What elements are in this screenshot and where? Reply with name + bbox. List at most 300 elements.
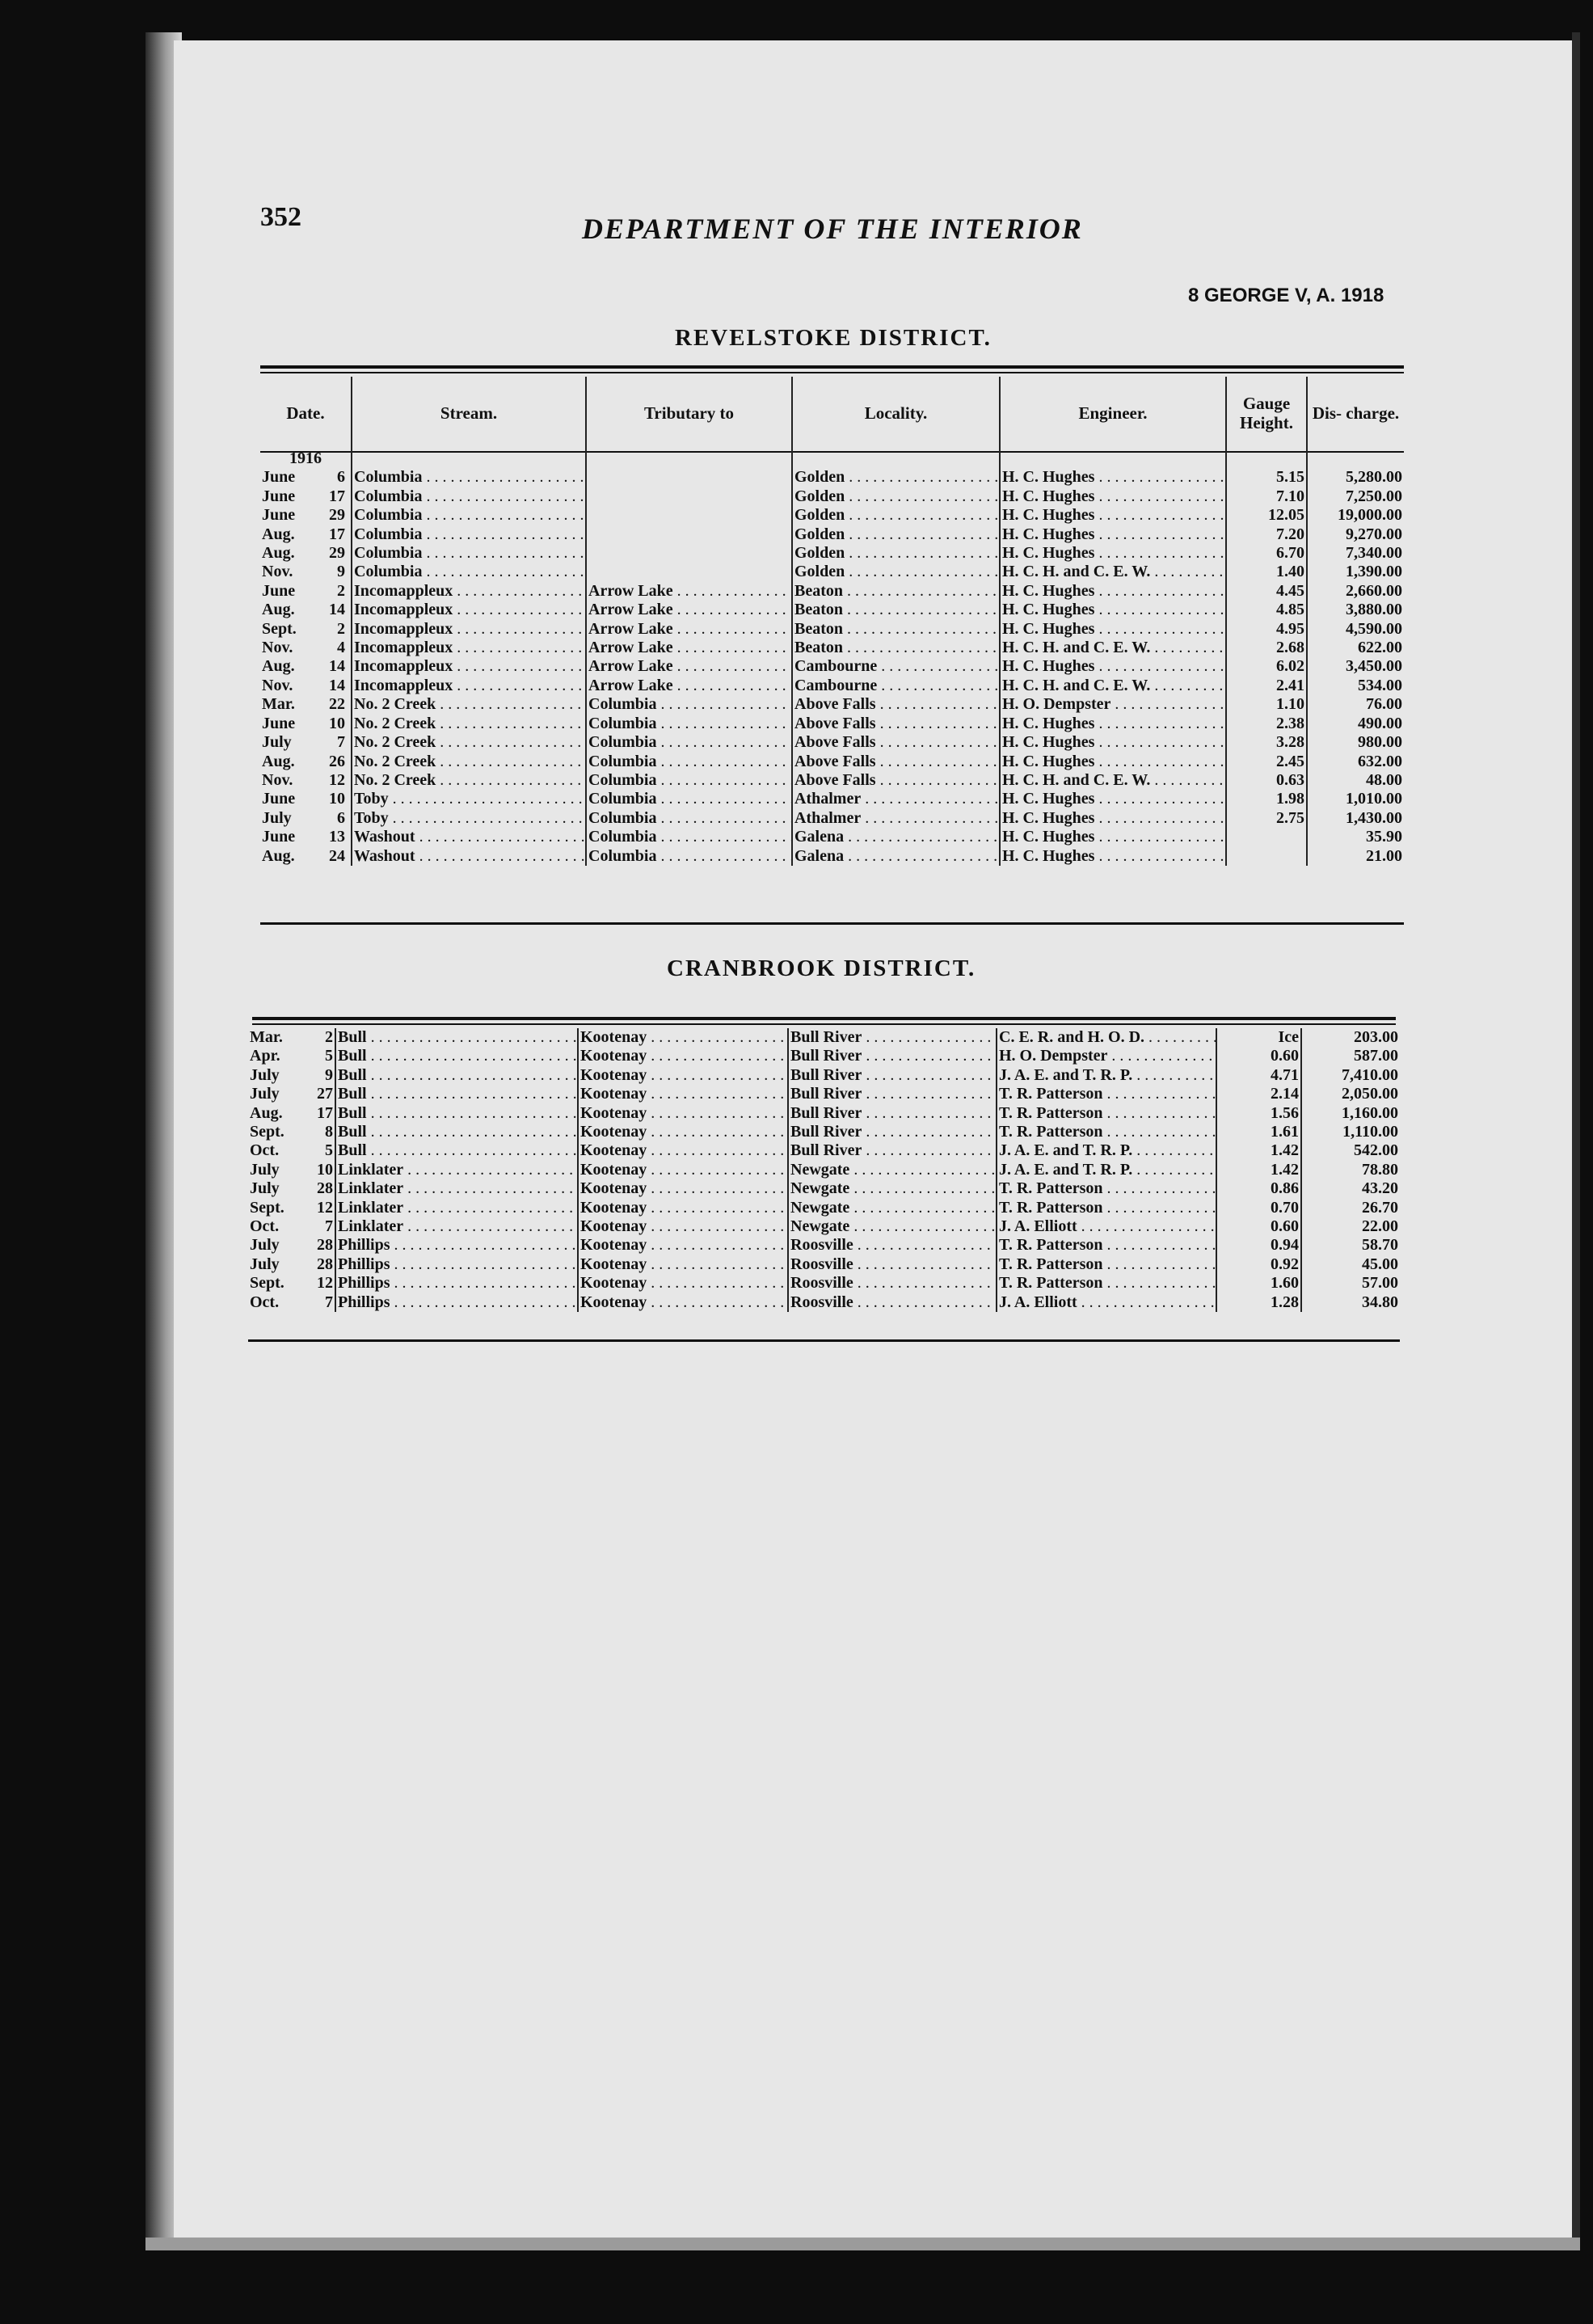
date-month: June	[262, 468, 296, 487]
date-cell	[260, 620, 352, 639]
revelstoke-table	[260, 377, 1404, 866]
gauge-cell: 1.56	[1271, 1103, 1299, 1122]
date-cell	[260, 582, 352, 601]
gauge-cell: 2.14	[1271, 1085, 1299, 1103]
table-row	[248, 1179, 1400, 1198]
tributary-cell: Kootenay . . .	[580, 1161, 788, 1179]
stream-cell: Columbia . . .	[354, 468, 586, 486]
table-row	[260, 695, 1404, 714]
date-cell	[248, 1047, 335, 1065]
locality-cell: Golden . . .	[794, 506, 1000, 524]
engineer-cell: T. R. Patterson . . .	[999, 1274, 1216, 1292]
date-day: 17	[317, 1103, 333, 1122]
table-row	[260, 506, 1404, 525]
date-day: 29	[329, 544, 345, 563]
stream-cell: Linklater . . .	[338, 1179, 578, 1197]
gauge-cell: 2.75	[1276, 808, 1304, 827]
date-cell	[248, 1028, 335, 1047]
engineer-cell: T. R. Patterson . . .	[999, 1085, 1216, 1103]
locality-cell: Beaton . . .	[794, 639, 1000, 656]
discharge-cell: 7,340.00	[1346, 544, 1402, 563]
gauge-cell: 2.38	[1276, 714, 1304, 732]
date-cell	[260, 657, 352, 676]
gauge-cell: 4.71	[1271, 1065, 1299, 1084]
table-row	[248, 1236, 1400, 1255]
gauge-cell: 0.86	[1271, 1179, 1299, 1198]
date-month: Aug.	[262, 544, 295, 563]
engineer-cell: H. C. Hughes . . .	[1002, 809, 1226, 827]
date-month: Sept.	[250, 1198, 284, 1217]
table-row	[248, 1123, 1400, 1141]
stream-cell: Bull . . .	[338, 1085, 578, 1103]
stream-cell: Washout . . .	[354, 828, 586, 846]
date-cell	[260, 563, 352, 581]
tributary-cell: Columbia . . .	[588, 715, 792, 732]
engineer-cell: J. A. E. and T. R. P. . . .	[999, 1141, 1216, 1159]
locality-cell: Roosville . . .	[790, 1274, 997, 1292]
locality-cell: Golden . . .	[794, 544, 1000, 562]
discharge-cell: 587.00	[1354, 1047, 1398, 1065]
stream-cell: Washout . . .	[354, 847, 586, 865]
date-month: Aug.	[262, 752, 295, 770]
discharge-cell: 76.00	[1366, 695, 1402, 714]
gauge-cell: 3.28	[1276, 733, 1304, 752]
date-day: 6	[337, 468, 345, 487]
col-date-header: Date.	[286, 403, 325, 423]
gauge-cell: 5.15	[1276, 468, 1304, 487]
tributary-cell: Arrow Lake . . .	[588, 601, 792, 618]
date-cell	[260, 506, 352, 525]
date-month: June	[262, 487, 296, 505]
locality-cell: Beaton . . .	[794, 620, 1000, 638]
locality-cell: Cambourne . . .	[794, 677, 1000, 694]
date-cell	[248, 1179, 335, 1198]
date-day: 22	[329, 695, 345, 714]
stream-cell: Incomappleux . . .	[354, 657, 586, 675]
date-month: July	[250, 1236, 280, 1255]
date-month: Mar.	[262, 695, 295, 714]
discharge-cell: 632.00	[1358, 752, 1402, 770]
date-month: July	[250, 1179, 280, 1198]
engineer-cell: H. C. Hughes . . .	[1002, 582, 1226, 600]
date-cell	[248, 1104, 335, 1123]
table-row	[260, 753, 1404, 771]
table-row	[260, 639, 1404, 657]
table-row	[248, 1161, 1400, 1179]
gauge-cell: 0.94	[1271, 1236, 1299, 1255]
tributary-cell: Kootenay . . .	[580, 1236, 788, 1254]
locality-cell: Beaton . . .	[794, 601, 1000, 618]
stream-cell: Bull . . .	[338, 1028, 578, 1046]
date-cell	[248, 1217, 335, 1236]
date-day: 2	[325, 1028, 333, 1046]
locality-cell: Newgate . . .	[790, 1179, 997, 1197]
locality-cell: Bull River . . .	[790, 1066, 997, 1084]
table-row	[260, 487, 1404, 506]
page-number: 352	[260, 202, 301, 232]
discharge-cell: 78.80	[1362, 1160, 1398, 1179]
discharge-cell: 2,660.00	[1346, 581, 1402, 600]
engineer-cell: H. C. H. and C. E. W. . . .	[1002, 771, 1226, 789]
date-day: 7	[325, 1293, 333, 1311]
stream-cell: No. 2 Creek . . .	[354, 753, 586, 770]
locality-cell: Roosville . . .	[790, 1236, 997, 1254]
table-row	[260, 563, 1404, 581]
revelstoke-title: REVELSTOKE DISTRICT.	[675, 325, 992, 351]
date-month: Aug.	[250, 1103, 283, 1122]
tributary-cell: Columbia . . .	[588, 847, 792, 865]
date-day: 2	[337, 619, 345, 638]
stream-cell: Phillips . . .	[338, 1255, 578, 1273]
discharge-cell: 45.00	[1362, 1255, 1398, 1273]
discharge-cell: 1,390.00	[1346, 563, 1402, 581]
locality-cell: Bull River . . .	[790, 1047, 997, 1065]
table-row	[260, 771, 1404, 790]
table-row	[248, 1255, 1400, 1274]
gauge-cell: 7.10	[1276, 487, 1304, 505]
locality-cell: Golden . . .	[794, 563, 1000, 580]
table-row	[248, 1085, 1400, 1103]
discharge-cell: 7,410.00	[1342, 1065, 1398, 1084]
stream-cell: Linklater . . .	[338, 1199, 578, 1217]
discharge-cell: 34.80	[1362, 1293, 1398, 1311]
gauge-cell: 1.40	[1276, 563, 1304, 581]
gauge-cell: 6.02	[1276, 657, 1304, 676]
date-cell	[260, 695, 352, 714]
running-title: DEPARTMENT OF THE INTERIOR	[582, 213, 1083, 245]
date-cell	[248, 1085, 335, 1103]
date-cell	[248, 1255, 335, 1274]
engineer-cell: H. C. Hughes . . .	[1002, 847, 1226, 865]
date-cell	[260, 677, 352, 695]
table-row	[260, 544, 1404, 563]
gauge-cell: 2.45	[1276, 752, 1304, 770]
date-month: Aug.	[262, 846, 295, 865]
date-month: Aug.	[262, 601, 295, 619]
date-day: 17	[329, 487, 345, 505]
date-day: 27	[317, 1085, 333, 1103]
tributary-cell: Kootenay . . .	[580, 1085, 788, 1103]
locality-cell: Bull River . . .	[790, 1141, 997, 1159]
col-gauge-header: Gauge Height.	[1226, 377, 1307, 449]
date-cell	[260, 771, 352, 790]
date-cell	[248, 1123, 335, 1141]
engineer-cell: H. C. H. and C. E. W. . . .	[1002, 639, 1226, 656]
tributary-cell: Kootenay . . .	[580, 1255, 788, 1273]
date-day: 5	[325, 1141, 333, 1160]
discharge-cell: 203.00	[1354, 1028, 1398, 1046]
locality-cell: Athalmer . . .	[794, 809, 1000, 827]
discharge-cell: 43.20	[1362, 1179, 1398, 1198]
stream-cell: Toby . . .	[354, 809, 586, 827]
stream-cell: Bull . . .	[338, 1141, 578, 1159]
table-row	[260, 677, 1404, 695]
engineer-cell: H. C. Hughes . . .	[1002, 715, 1226, 732]
discharge-cell: 57.00	[1362, 1274, 1398, 1293]
discharge-cell: 534.00	[1358, 676, 1402, 694]
engineer-cell: T. R. Patterson . . .	[999, 1236, 1216, 1254]
discharge-cell: 3,450.00	[1346, 657, 1402, 676]
date-cell	[248, 1199, 335, 1217]
date-month: Apr.	[250, 1047, 280, 1065]
table-row	[260, 657, 1404, 676]
engineer-cell: T. R. Patterson . . .	[999, 1179, 1216, 1197]
engineer-cell: H. C. Hughes . . .	[1002, 790, 1226, 808]
stream-cell: Phillips . . .	[338, 1274, 578, 1292]
date-day: 10	[329, 714, 345, 732]
table-row	[260, 809, 1404, 828]
locality-cell: Above Falls . . .	[794, 733, 1000, 751]
locality-cell: Newgate . . .	[790, 1217, 997, 1235]
cranbrook-title: CRANBROOK DISTRICT.	[667, 955, 976, 981]
engineer-cell: H. C. Hughes . . .	[1002, 601, 1226, 618]
table-row	[260, 847, 1404, 866]
engineer-cell: H. C. Hughes . . .	[1002, 753, 1226, 770]
discharge-cell: 26.70	[1362, 1198, 1398, 1217]
gauge-cell: 4.95	[1276, 619, 1304, 638]
date-day: 28	[317, 1179, 333, 1198]
gauge-cell: 0.60	[1271, 1047, 1299, 1065]
date-month: Sept.	[250, 1274, 284, 1293]
stream-cell: Phillips . . .	[338, 1293, 578, 1311]
stream-cell: Linklater . . .	[338, 1217, 578, 1235]
engineer-cell: T. R. Patterson . . .	[999, 1199, 1216, 1217]
tributary-cell: Arrow Lake . . .	[588, 639, 792, 656]
tributary-cell: Kootenay . . .	[580, 1028, 788, 1046]
engineer-cell: H. C. H. and C. E. W. . . .	[1002, 563, 1226, 580]
discharge-cell: 1,110.00	[1342, 1123, 1398, 1141]
date-cell	[248, 1293, 335, 1312]
tributary-cell: Columbia . . .	[588, 771, 792, 789]
engineer-cell: H. C. Hughes . . .	[1002, 468, 1226, 486]
engineer-cell: H. C. Hughes . . .	[1002, 620, 1226, 638]
date-day: 26	[329, 752, 345, 770]
date-cell	[260, 544, 352, 563]
tributary-cell: Kootenay . . .	[580, 1104, 788, 1122]
discharge-cell: 980.00	[1358, 733, 1402, 752]
date-day: 28	[317, 1255, 333, 1273]
discharge-cell: 542.00	[1354, 1141, 1398, 1160]
date-month: Nov.	[262, 563, 293, 581]
date-month: June	[262, 790, 296, 808]
tributary-cell: Arrow Lake . . .	[588, 657, 792, 675]
date-day: 24	[329, 846, 345, 865]
stream-cell: Incomappleux . . .	[354, 582, 586, 600]
engineer-cell: J. A. Elliott . . .	[999, 1293, 1216, 1311]
locality-cell: Newgate . . .	[790, 1199, 997, 1217]
gauge-cell: 2.68	[1276, 639, 1304, 657]
stream-cell: Columbia . . .	[354, 525, 586, 543]
date-day: 9	[337, 563, 345, 581]
stream-cell: Bull . . .	[338, 1066, 578, 1084]
date-cell	[260, 809, 352, 828]
date-day: 7	[325, 1217, 333, 1236]
gauge-cell: 7.20	[1276, 525, 1304, 543]
tributary-cell: Kootenay . . .	[580, 1199, 788, 1217]
cranbrook-top-rule-thin	[252, 1023, 1396, 1025]
engineer-cell: H. C. Hughes . . .	[1002, 506, 1226, 524]
date-day: 13	[329, 828, 345, 846]
engineer-cell: T. R. Patterson . . .	[999, 1255, 1216, 1273]
discharge-cell: 3,880.00	[1346, 601, 1402, 619]
locality-cell: Bull River . . .	[790, 1085, 997, 1103]
gauge-cell: 4.85	[1276, 601, 1304, 619]
locality-cell: Athalmer . . .	[794, 790, 1000, 808]
date-day: 12	[317, 1274, 333, 1293]
revelstoke-bottom-rule	[260, 922, 1404, 925]
date-day: 10	[329, 790, 345, 808]
tributary-cell: Kootenay . . .	[580, 1047, 788, 1065]
stream-cell: No. 2 Creek . . .	[354, 715, 586, 732]
engineer-cell: J. A. Elliott . . .	[999, 1217, 1216, 1235]
table-row	[248, 1028, 1400, 1047]
tributary-cell: Arrow Lake . . .	[588, 582, 792, 600]
locality-cell: Above Falls . . .	[794, 715, 1000, 732]
date-cell	[260, 468, 352, 487]
table-row	[248, 1141, 1400, 1160]
date-day: 6	[337, 808, 345, 827]
date-cell	[248, 1161, 335, 1179]
date-month: Aug.	[262, 657, 295, 676]
engineer-cell: H. C. Hughes . . .	[1002, 733, 1226, 751]
year-label: 1916	[289, 449, 322, 467]
table-row	[248, 1047, 1400, 1065]
locality-cell: Above Falls . . .	[794, 695, 1000, 713]
stream-cell: Columbia . . .	[354, 563, 586, 580]
stream-cell: No. 2 Creek . . .	[354, 733, 586, 751]
table-row	[260, 525, 1404, 544]
stream-cell: Linklater . . .	[338, 1161, 578, 1179]
tributary-cell: Columbia . . .	[588, 828, 792, 846]
page-right-edge	[1572, 32, 1580, 2247]
table-row	[248, 1199, 1400, 1217]
discharge-cell: 19,000.00	[1338, 506, 1402, 525]
discharge-cell: 7,250.00	[1346, 487, 1402, 505]
date-month: June	[262, 581, 296, 600]
gauge-cell: 6.70	[1276, 544, 1304, 563]
date-day: 8	[325, 1123, 333, 1141]
discharge-cell: 48.00	[1366, 770, 1402, 789]
date-cell	[260, 753, 352, 771]
date-cell	[260, 487, 352, 506]
date-cell	[260, 847, 352, 866]
engineer-cell: C. E. R. and H. O. D. . . .	[999, 1028, 1216, 1046]
date-month: Aug.	[262, 525, 295, 543]
date-month: June	[262, 714, 296, 732]
gauge-cell: 0.63	[1276, 770, 1304, 789]
tributary-cell: Kootenay . . .	[580, 1274, 788, 1292]
discharge-cell: 1,160.00	[1342, 1103, 1398, 1122]
engineer-cell: J. A. E. and T. R. P. . . .	[999, 1161, 1216, 1179]
stream-cell: Incomappleux . . .	[354, 601, 586, 618]
date-month: Sept.	[250, 1123, 284, 1141]
engineer-cell: H. C. Hughes . . .	[1002, 525, 1226, 543]
tributary-cell: Columbia . . .	[588, 809, 792, 827]
gauge-cell: 4.45	[1276, 581, 1304, 600]
date-month: July	[262, 808, 292, 827]
date-month: July	[250, 1255, 280, 1273]
engineer-cell: J. A. E. and T. R. P. . . .	[999, 1066, 1216, 1084]
table-row	[260, 715, 1404, 733]
table-row	[260, 790, 1404, 808]
discharge-cell: 622.00	[1358, 639, 1402, 657]
table-row	[248, 1274, 1400, 1293]
date-month: Nov.	[262, 770, 293, 789]
table-row	[260, 733, 1404, 752]
tributary-cell: Columbia . . .	[588, 733, 792, 751]
date-day: 7	[337, 733, 345, 752]
discharge-cell: 35.90	[1366, 828, 1402, 846]
gauge-cell: 1.28	[1271, 1293, 1299, 1311]
stream-cell: Columbia . . .	[354, 544, 586, 562]
cranbrook-bottom-rule	[248, 1339, 1400, 1342]
locality-cell: Above Falls . . .	[794, 771, 1000, 789]
date-day: 14	[329, 657, 345, 676]
tributary-cell: Columbia . . .	[588, 753, 792, 770]
gauge-cell: 1.98	[1276, 790, 1304, 808]
date-month: Nov.	[262, 639, 293, 657]
date-month: Nov.	[262, 676, 293, 694]
session-note: 8 GEORGE V, A. 1918	[1188, 285, 1384, 306]
locality-cell: Galena . . .	[794, 828, 1000, 846]
stream-cell: Bull . . .	[338, 1123, 578, 1141]
locality-cell: Cambourne . . .	[794, 657, 1000, 675]
gauge-cell: 0.70	[1271, 1198, 1299, 1217]
date-cell	[248, 1066, 335, 1085]
table-row	[260, 582, 1404, 601]
stream-cell: Toby . . .	[354, 790, 586, 808]
gauge-cell: 1.42	[1271, 1160, 1299, 1179]
date-month: July	[262, 733, 292, 752]
discharge-cell: 4,590.00	[1346, 619, 1402, 638]
stream-cell: Incomappleux . . .	[354, 639, 586, 656]
table-top-rule	[260, 365, 1404, 369]
date-day: 9	[325, 1065, 333, 1084]
col-locality-header: Locality.	[792, 377, 1000, 449]
date-month: July	[250, 1065, 280, 1084]
stream-cell: Columbia . . .	[354, 506, 586, 524]
engineer-cell: H. O. Dempster . . .	[1002, 695, 1226, 713]
stream-cell: No. 2 Creek . . .	[354, 771, 586, 789]
date-day: 12	[329, 770, 345, 789]
stream-cell: Incomappleux . . .	[354, 677, 586, 694]
table-top-rule-thin	[260, 372, 1404, 373]
date-cell	[248, 1274, 335, 1293]
date-day: 14	[329, 601, 345, 619]
locality-cell: Newgate . . .	[790, 1161, 997, 1179]
date-cell	[260, 715, 352, 733]
engineer-cell: H. C. Hughes . . .	[1002, 657, 1226, 675]
tributary-cell: Kootenay . . .	[580, 1293, 788, 1311]
locality-cell: Bull River . . .	[790, 1123, 997, 1141]
tributary-cell: Kootenay . . .	[580, 1066, 788, 1084]
engineer-cell: H. C. Hughes . . .	[1002, 544, 1226, 562]
tributary-cell: Arrow Lake . . .	[588, 620, 792, 638]
locality-cell: Bull River . . .	[790, 1028, 997, 1046]
engineer-cell: H. O. Dempster . . .	[999, 1047, 1216, 1065]
discharge-cell: 9,270.00	[1346, 525, 1402, 543]
date-month: June	[262, 506, 296, 525]
col-tributary-header: Tributary to	[586, 377, 792, 449]
discharge-cell: 1,430.00	[1346, 808, 1402, 827]
table-row	[260, 601, 1404, 619]
discharge-cell: 58.70	[1362, 1236, 1398, 1255]
col-engineer-header: Engineer.	[1000, 377, 1226, 449]
table-row	[260, 468, 1404, 487]
locality-cell: Beaton . . .	[794, 582, 1000, 600]
date-month: June	[262, 828, 296, 846]
tributary-cell: Kootenay . . .	[580, 1217, 788, 1235]
